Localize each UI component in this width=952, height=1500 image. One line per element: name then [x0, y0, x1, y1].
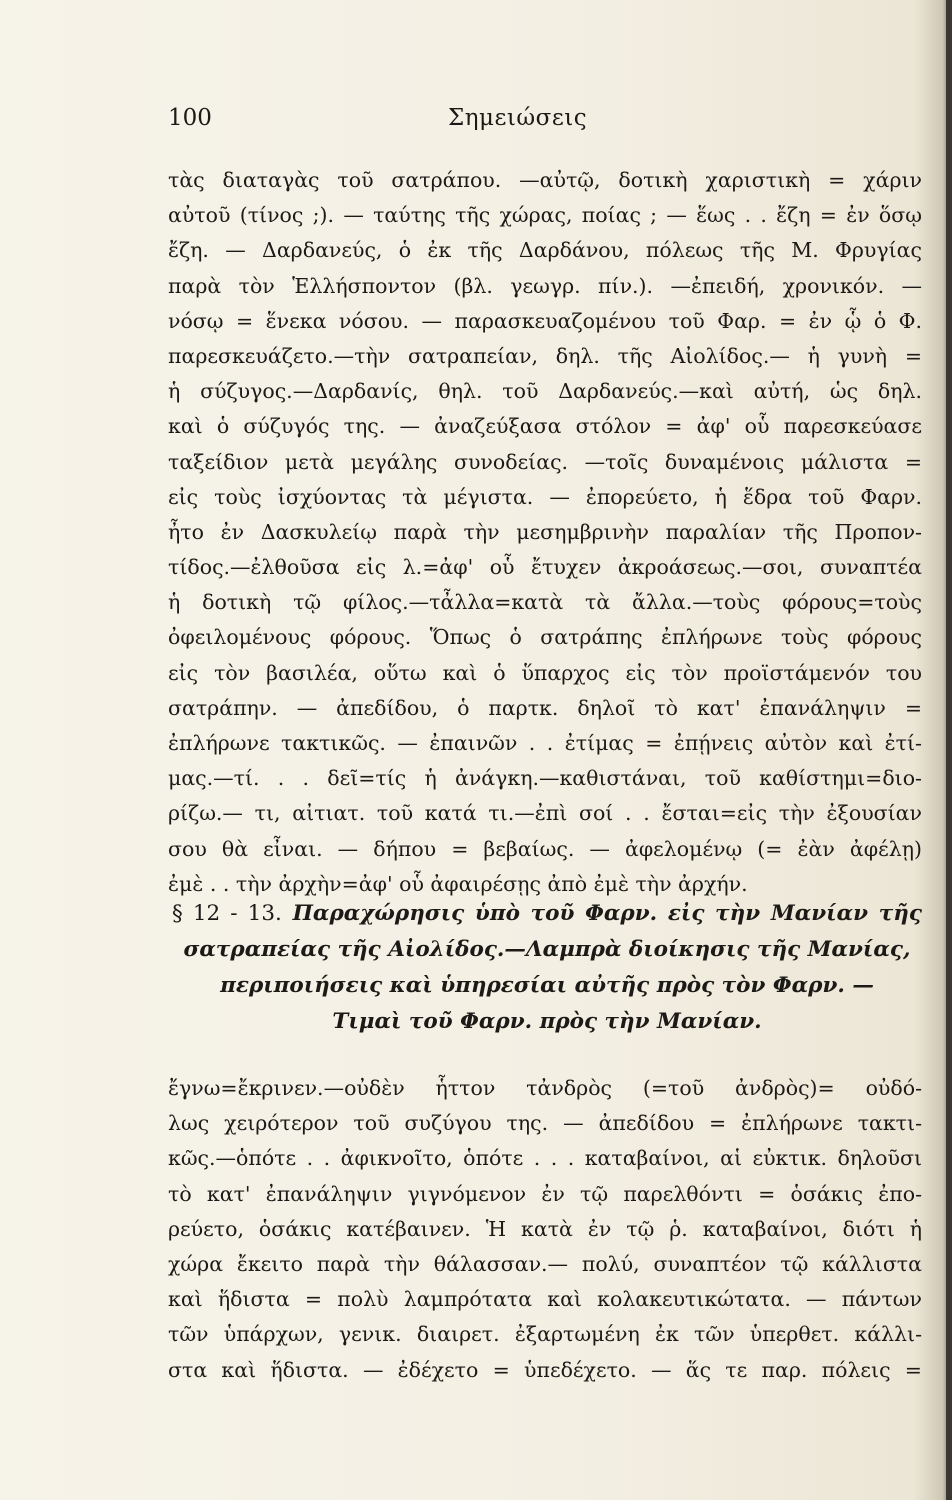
text-line: παρὰ τὸν Ἑλλήσποντον (βλ. γεωγρ. πίν.). —ἐπειδή, χρονικόν. — — [168, 273, 922, 298]
text-line: τὰς διαταγὰς τοῦ σατράπου. —αὐτῷ, δοτικὴ χαριστικὴ = χάριν — [168, 168, 922, 192]
text-line: ἦτο ἐν Δασκυλείῳ παρὰ τὴν μεσημβρινὴν παραλίαν τῆς Προπον- — [168, 519, 922, 544]
text-line: λως χειρότερον τοῦ συζύγου της. — ἀπεδίδου = ἐπλήρωνε τακτι- — [168, 1111, 922, 1136]
text-line: εἰς τὸν βασιλέα, οὕτω καὶ ὁ ὕπαρχος εἰς τὸν προϊστάμενόν του — [168, 660, 922, 685]
text-line: ἐμὲ . . τὴν ἀρχὴν=ἀφ' οὗ ἀφαιρέσῃς ἀπὸ ἐμὲ τὴν ἀρχήν. — [168, 871, 748, 896]
notes-paragraph-1 — [168, 163, 922, 902]
text-line: τίδος.—ἐλθοῦσα εἰς λ.=ἀφ' οὗ ἔτυχεν ἀκροάσεως.—σοι, συναπτέα — [168, 555, 922, 580]
section-number: § 12 - 13. — [172, 901, 282, 926]
section-heading-line-1 — [172, 896, 922, 932]
text-line: μας.—τί. . . δεῖ=τίς ἡ ἀνάγκη.—καθιστάναι, τοῦ καθίστημι=διο- — [168, 766, 922, 791]
text-line: ρίζω.— τι, αἰτιατ. τοῦ κατά τι.—ἐπὶ σοί . . ἔσται=εἰς τὴν ἐξουσίαν — [168, 801, 922, 826]
text-line: ἐπλήρωνε τακτικῶς. — ἐπαινῶν . . ἐτίμας = ἐπῄνεις αὐτὸν καὶ ἐτί- — [168, 731, 922, 755]
section-heading-line-4: Τιμαὶ τοῦ Φαρν. πρὸς τὴν Μανίαν. — [332, 1009, 762, 1034]
text-line: σου θὰ εἶναι. — δήπου = βεβαίως. — ἀφελομένῳ (= ἐὰν ἀφέλῃ) — [168, 836, 922, 861]
text-line: στα καὶ ἥδιστα. — ἐδέχετο = ὑπεδέχετο. — ἅς τε παρ. πόλεις = — [168, 1357, 922, 1382]
page-edge-shadow — [946, 0, 952, 1500]
text-line: ἡ σύζυγος.—Δαρδανίς, θηλ. τοῦ Δαρδανεύς.—καὶ αὐτή, ὡς δηλ. — [168, 379, 922, 404]
text-line: εἰς τοὺς ἰσχύοντας τὰ μέγιστα. — ἐπορεύετο, ἡ ἕδρα τοῦ Φαρν. — [168, 484, 922, 509]
section-heading — [172, 896, 922, 1040]
text-line: τῶν ὑπάρχων, γενικ. διαιρετ. ἐξαρτωμένη ἐκ τῶν ὑπερθετ. κάλλι- — [168, 1322, 922, 1347]
text-line: καὶ ἥδιστα = πολὺ λαμπρότατα καὶ κολακευτικώτατα. — πάντων — [168, 1287, 922, 1312]
running-title: Σημειώσεις — [448, 105, 588, 131]
page-header — [168, 105, 838, 135]
text-line: ρεύετο, ὁσάκις κατέβαινεν. Ἡ κατὰ ἐν τῷ ῥ. καταβαίνοι, διότι ἡ — [168, 1216, 922, 1241]
page-number: 100 — [168, 105, 212, 131]
text-line: ἡ δοτικὴ τῷ φίλος.—τἆλλα=κατὰ τὰ ἄλλα.—τοὺς φόρους=τοὺς — [168, 590, 922, 615]
text-line: καὶ ὁ σύζυγός της. — ἀναζεύξασα στόλον = ἀφ' οὗ παρεσκεύασε — [168, 414, 922, 439]
text-line: ὀφειλομένους φόρους. Ὅπως ὁ σατράπης ἐπλήρωνε τοὺς φόρους — [168, 625, 922, 650]
section-heading-line-3: περιποιήσεις καὶ ὑπηρεσίαι αὐτῆς πρὸς τὸν Φαρν. — — [220, 973, 874, 998]
text-line: σατράπην. — ἀπεδίδου, ὁ παρτκ. δηλοῖ τὸ κατ' ἐπανάληψιν = — [168, 695, 922, 720]
text-line: χώρα ἔκειτο παρὰ τὴν θάλασσαν.— πολύ, συναπτέον τῷ κάλλιστα — [168, 1251, 922, 1276]
notes-paragraph-2 — [168, 1071, 922, 1388]
text-line: κῶς.—ὁπότε . . ἀφικνοῖτο, ὁπότε . . . καταβαίνοι, αἱ εὐκτικ. δηλοῦσι — [168, 1146, 922, 1171]
section-heading-line-2: σατραπείας τῆς Αἰολίδος.—Λαμπρὰ διοίκησις τῆς Μανίας, — [183, 937, 911, 962]
text-line: ταξείδιον μετὰ μεγάλης συνοδείας. —τοῖς δυναμένοις μάλιστα = — [168, 449, 922, 474]
text-line: τὸ κατ' ἐπανάληψιν γιγνόμενον ἐν τῷ παρελθόντι = ὁσάκις ἐπο- — [168, 1181, 922, 1206]
text-line: παρεσκευάζετο.—τὴν σατραπείαν, δηλ. τῆς Αἰολίδος.— ἡ γυνὴ = — [168, 343, 922, 368]
section-title-part: Παραχώρησις ὑπὸ τοῦ Φαρν. εἰς τὴν Μανίαν τῆς — [292, 901, 922, 926]
text-line: ἔγνω=ἔκρινεν.—οὐδὲν ἧττον τἀνδρὸς (=τοῦ ἀνδρὸς)= οὐδό- — [168, 1076, 922, 1100]
text-line: νόσῳ = ἕνεκα νόσου. — παρασκευαζομένου τοῦ Φαρ. = ἐν ᾧ ὁ Φ. — [168, 308, 922, 333]
text-line: αὐτοῦ (τίνος ;). — ταύτης τῆς χώρας, ποίας ; — ἕως . . ἔζη = ἐν ὅσῳ — [168, 203, 922, 228]
text-line: ἔζη. — Δαρδανεύς, ὁ ἐκ τῆς Δαρδάνου, πόλεως τῆς Μ. Φρυγίας — [168, 238, 922, 263]
